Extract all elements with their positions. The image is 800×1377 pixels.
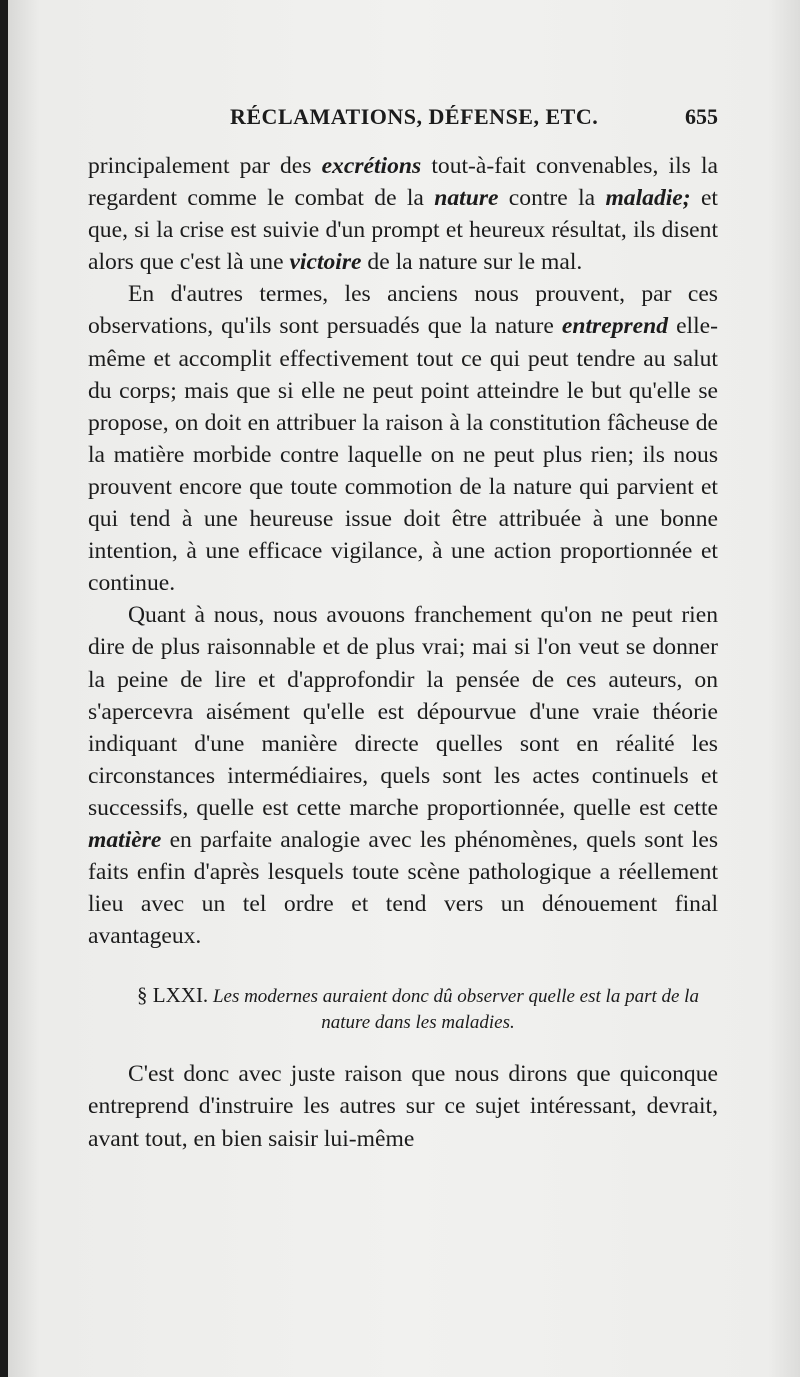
emphasis-text: maladie;: [605, 185, 691, 212]
emphasis-text: excrétions: [321, 153, 422, 179]
section-number: § LXXI.: [137, 983, 209, 1008]
text-run: contre la: [498, 185, 606, 212]
emphasis-text: entreprend: [561, 313, 669, 340]
book-page: [8, 0, 800, 1377]
running-header: [84, 104, 718, 134]
section-heading: [88, 982, 718, 1036]
text-run: Quant à nous, nous avouons franchement qu'on ne peut rien dire de plus raisonnable et de plus vrai; mai si l'on veut se donner la peine de lire et d'approfondir la pensée de ces auteurs, on s'apercevra aisément qu'elle est dépourvue d'une vraie théorie indiquant d'une manière directe quelles sont en réalité les circonstances intermédiaires, quels sont les actes continuels et successifs, quelle est cette marche proportionnée, quelle est cette: [88, 602, 718, 821]
text-run: elle-même et accomplit effectivement tout ce qui peut tendre au salut du corps; mais que si elle ne peut point atteindre le but qu'elle se propose, on doit en attribuer la raison à la constitution fâcheuse de la matière morbide contre laquelle on ne peut plus rien; ils nous prouvent encore que toute commotion de la nature qui parvient et qui tend à une heureuse issue doit être attribuée à une bonne intention, à une efficace vigilance, à une action proportionnée et continue.: [88, 313, 719, 597]
page-body: [88, 150, 718, 1155]
text-run: et que, si la crise est suivie d'un prompt et heureux résultat, ils disent alors que c'est là une: [88, 185, 718, 276]
text-run: principalement par des: [88, 153, 322, 179]
emphasis-text: victoire: [289, 249, 362, 276]
emphasis-text: matière: [88, 826, 162, 853]
text-run: en parfaite analogie avec les phénomènes, quels sont les faits enfin d'après lesquels toute scène pathologique a réellement lieu avec un tel ordre et tend vers un dénouement final avantageux.: [88, 826, 718, 950]
header-title: RÉCLAMATIONS, DÉFENSE, ETC.: [230, 104, 599, 129]
section-title: Les modernes auraient donc dû observer quelle est la part de la nature dans les maladies.: [212, 986, 699, 1034]
text-run: de la nature sur le mal.: [361, 249, 583, 276]
paragraph: [88, 278, 718, 599]
emphasis-text: nature: [434, 185, 499, 212]
text-run: C'est donc avec juste raison que nous dirons que quiconque entreprend d'instruire les autres sur ce sujet intéressant, devrait, avant tout, en bien saisir lui-même: [88, 1061, 718, 1152]
paragraph: [88, 1058, 718, 1154]
paragraph: [88, 599, 718, 952]
text-run: En d'autres termes, les anciens nous prouvent, par ces observations, qu'ils sont persuadés que la nature: [88, 281, 718, 340]
text-run: tout-à-fait convenables, ils la regardent comme le combat de la: [88, 153, 718, 212]
paragraph: [88, 150, 718, 278]
page-number: 655: [685, 104, 718, 129]
